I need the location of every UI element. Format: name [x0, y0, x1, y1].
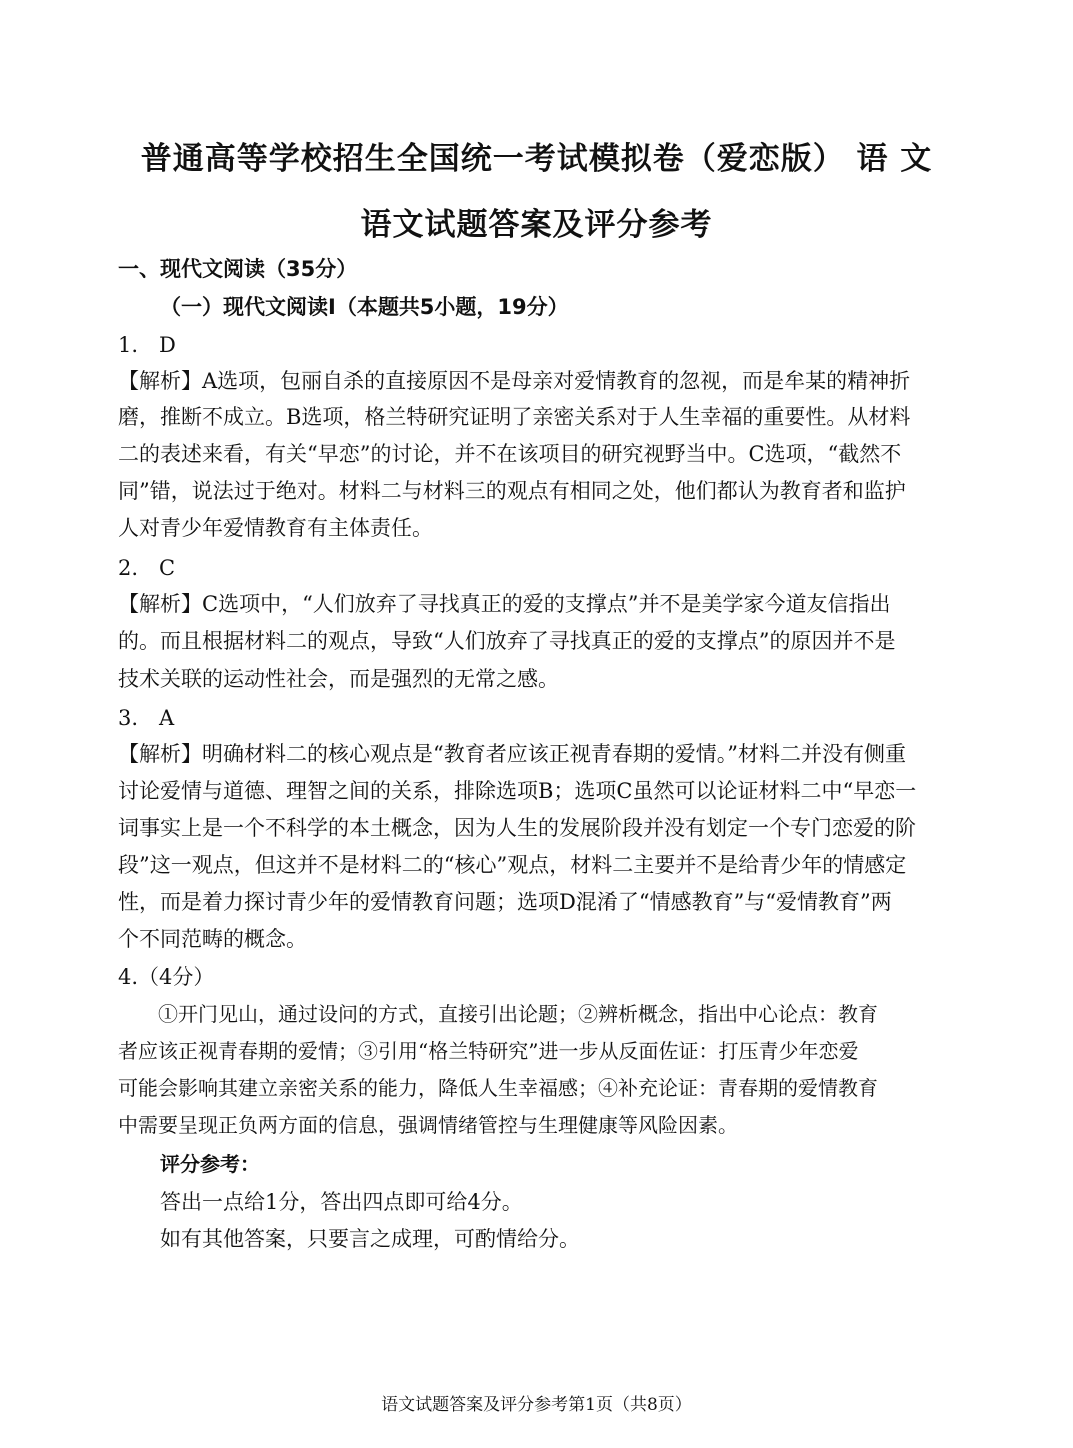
- q4-scoring-line: 答出一点给1分，答出四点即可给4分。: [160, 1190, 523, 1214]
- answer-subtitle: 语文试题答案及评分参考: [360, 207, 713, 243]
- q4-reference-line: 中需要呈现正负两方面的信息，强调情绪管控与生理健康等风险因素。: [118, 1113, 738, 1137]
- q3-analysis-line: 个不同范畴的概念。: [118, 927, 307, 951]
- q1-analysis-line: 磨，推断不成立。B选项，格兰特研究证明了亲密关系对于人生幸福的重要性。从材料: [118, 405, 911, 429]
- q2-analysis-line: 的。而且根据材料二的观点，导致“人们放弃了寻找真正的爱的支撑点”的原因并不是: [118, 629, 896, 653]
- q2-answer: 2. C: [118, 556, 176, 580]
- q3-analysis-line: 【解析】明确材料二的核心观点是“教育者应该正视青春期的爱情。”材料二并没有侧重: [118, 742, 906, 766]
- q1-analysis-line: 二的表述来看，有关“早恋”的讨论，并不在该项目的研究视野当中。C选项，“截然不: [118, 442, 902, 466]
- q3-analysis-line: 段”这一观点，但这并不是材料二的“核心”观点，材料二主要并不是给青少年的情感定: [118, 853, 907, 877]
- q4-reference-line: 可能会影响其建立亲密关系的能力，降低人生幸福感；④补充论证：青春期的爱情教育: [118, 1076, 878, 1100]
- q4-answer: 4.（4分）: [118, 965, 215, 989]
- q1-answer: 1. D: [118, 333, 176, 357]
- q1-analysis-line: 同”错，说法过于绝对。材料二与材料三的观点有相同之处，他们都认为教育者和监护: [118, 479, 906, 503]
- q3-analysis-line: 讨论爱情与道德、理智之间的关系，排除选项B；选项C虽然可以论证材料二中“早恋一: [118, 779, 917, 803]
- q3-analysis-line: 性，而是着力探讨青少年的爱情教育问题；选项D混淆了“情感教育”与“爱情教育”两: [118, 890, 892, 914]
- q2-analysis-line: 【解析】C选项中，“人们放弃了寻找真正的爱的支撑点”并不是美学家今道友信指出: [118, 592, 891, 616]
- q4-scoring-title: 评分参考：: [160, 1152, 260, 1176]
- section-heading-modern-reading: 一、现代文阅读（35分）: [118, 257, 358, 281]
- subsection-heading-reading-1: （一）现代文阅读Ⅰ（本题共5小题，19分）: [160, 295, 569, 319]
- q4-reference-line: ①开门见山，通过设问的方式，直接引出论题；②辨析概念，指出中心论点：教育: [118, 1002, 878, 1026]
- q3-answer: 3. A: [118, 706, 175, 730]
- page-footer: 语文试题答案及评分参考第1页（共8页）: [381, 1395, 692, 1415]
- q4-reference-line: 者应该正视青春期的爱情；③引用“格兰特研究”进一步从反面佐证：打压青少年恋爱: [118, 1039, 859, 1063]
- q4-scoring-line: 如有其他答案，只要言之成理，可酌情给分。: [160, 1227, 580, 1251]
- q2-analysis-line: 技术关联的运动性社会，而是强烈的无常之感。: [118, 667, 559, 691]
- exam-title: 普通高等学校招生全国统一考试模拟卷（爱恋版） 语 文: [140, 141, 933, 177]
- q3-analysis-line: 词事实上是一个不科学的本土概念，因为人生的发展阶段并没有划定一个专门恋爱的阶: [118, 816, 916, 840]
- q1-analysis-line: 人对青少年爱情教育有主体责任。: [118, 516, 433, 540]
- q1-analysis-line: 【解析】A选项，包丽自杀的直接原因不是母亲对爱情教育的忽视，而是牟某的精神折: [118, 369, 911, 393]
